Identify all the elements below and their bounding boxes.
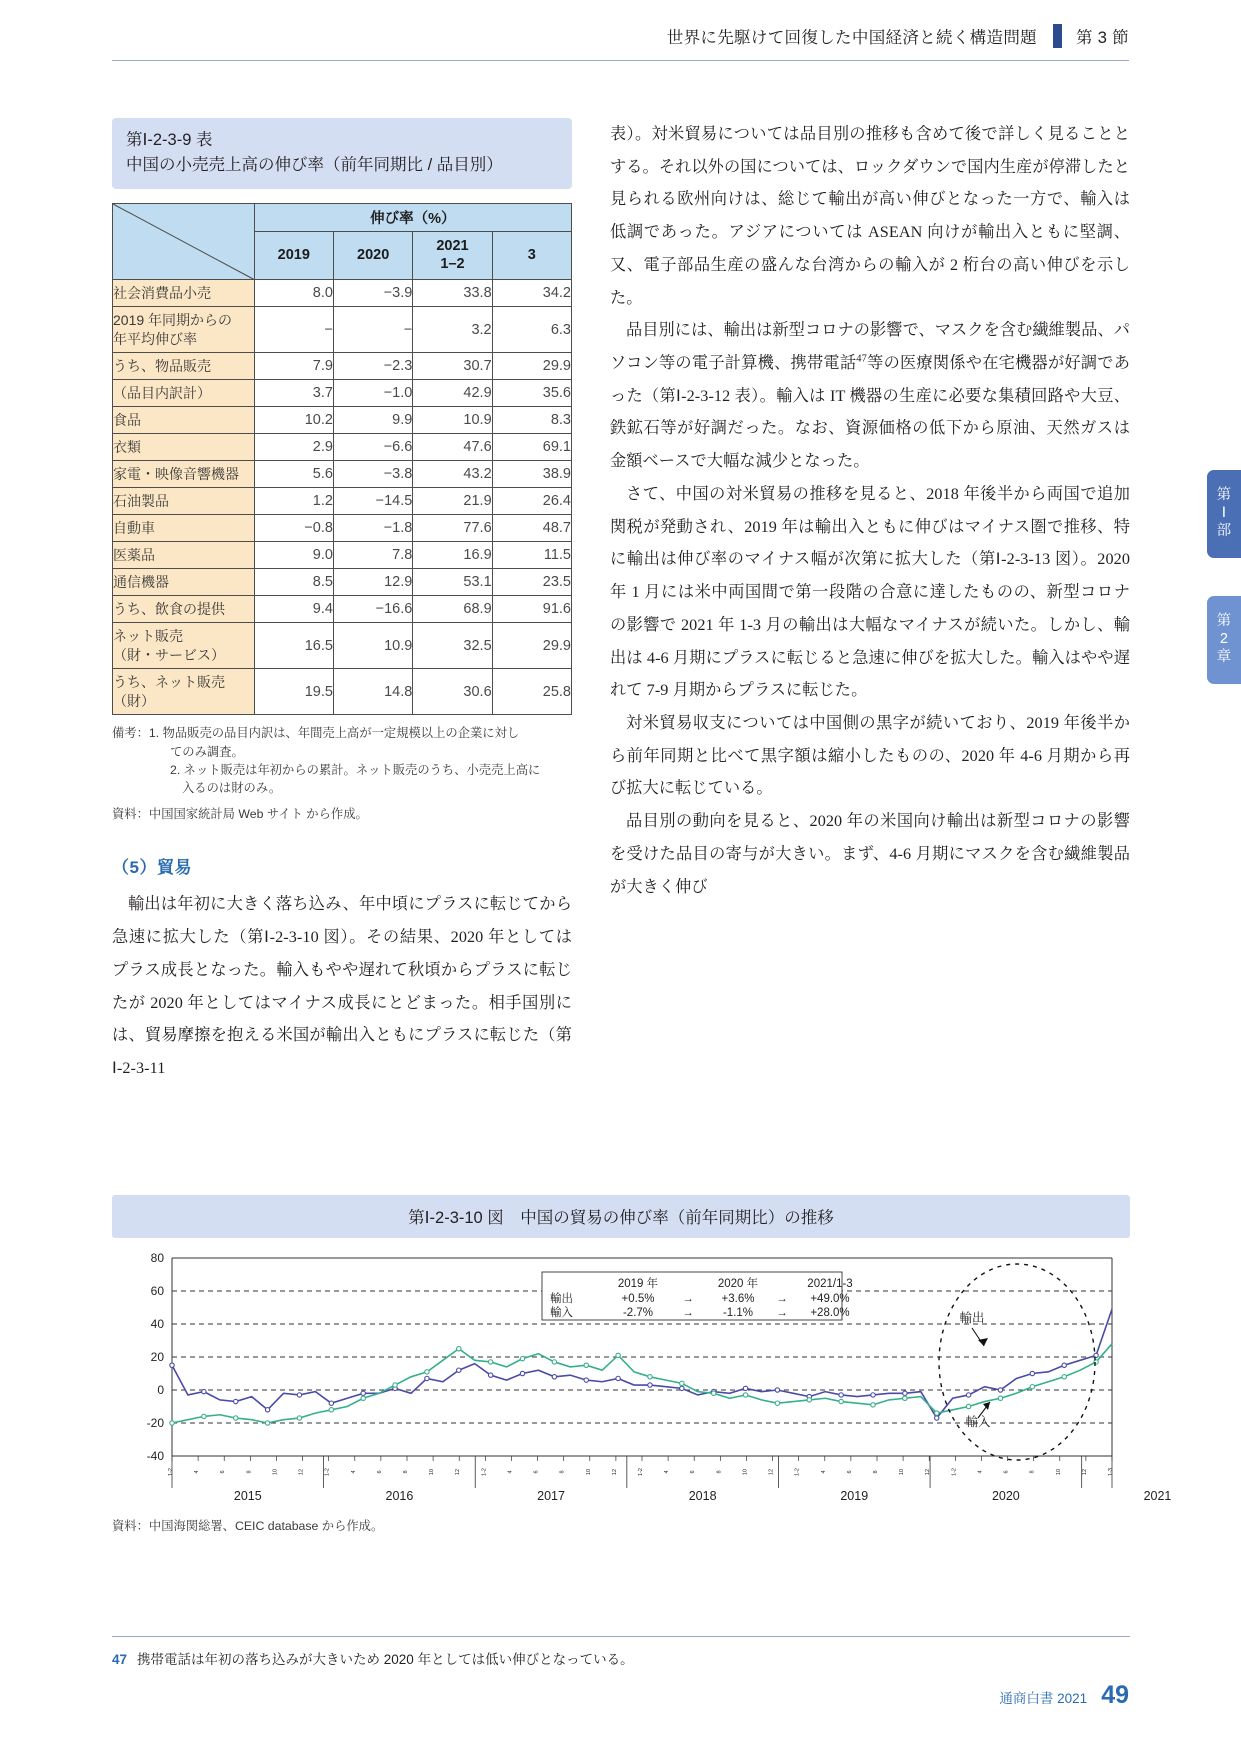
header-accent-bar	[1053, 24, 1062, 48]
table-cell: 9.9	[333, 407, 412, 434]
chart-data-point	[1062, 1363, 1066, 1367]
table-cell: 29.9	[492, 353, 571, 380]
chart-x-month-label: 4	[820, 1470, 827, 1474]
legend-value-2019: +0.5%	[621, 1293, 655, 1305]
header-inner	[667, 24, 1129, 48]
table-cell: 2.9	[254, 434, 333, 461]
table-row	[113, 280, 572, 307]
chart-data-point	[329, 1408, 333, 1412]
table-cell: −1.8	[333, 515, 412, 542]
chart-annotation-import-arrow	[983, 1402, 990, 1410]
chart-annotation-import: 輸入	[965, 1415, 991, 1429]
chart-highlight-ellipse	[939, 1264, 1095, 1460]
legend-arrow-2: →	[776, 1293, 788, 1305]
chart-year-label: 2021	[1143, 1489, 1172, 1503]
chart-data-point	[170, 1421, 174, 1425]
table-source: 資料：中国国家統計局 Web サイト から作成。	[112, 806, 368, 821]
right-paragraph-2	[610, 314, 1130, 478]
table-cell: 68.9	[413, 596, 492, 623]
chart-data-point	[871, 1393, 875, 1397]
table-row	[113, 434, 572, 461]
chart-data-point	[616, 1353, 620, 1357]
table-cell: −16.6	[333, 596, 412, 623]
chart-x-month-label: 12	[611, 1468, 618, 1476]
table-row-label-line-2: （財・サービス）	[113, 646, 225, 663]
table-cell: 30.6	[413, 669, 492, 715]
table-row	[113, 407, 572, 434]
table-col-header-2019: 2019	[254, 232, 333, 280]
chart-data-point	[234, 1399, 238, 1403]
table-cell: 16.5	[254, 623, 333, 669]
table-cell: 42.9	[413, 380, 492, 407]
table-row	[113, 353, 572, 380]
header-chapter-title: 世界に先駆けて回復した中国経済と続く構造問題	[666, 29, 1037, 47]
section-5-title: 貿易	[157, 858, 193, 878]
chart-data-point	[265, 1408, 269, 1412]
chart-x-month-label: 6	[690, 1470, 697, 1474]
table-cell: 33.8	[413, 280, 492, 307]
chart-x-month-label: 6	[376, 1470, 383, 1474]
chart-data-point	[202, 1389, 206, 1393]
legend-value-2021: +28.0%	[810, 1307, 850, 1319]
side-tab-chapter-2-line-2: 章	[1216, 649, 1232, 666]
chart-year-label: 2017	[537, 1489, 565, 1503]
table-row	[113, 380, 572, 407]
table-corner-cell	[113, 204, 255, 280]
chart-x-month-label: 4	[664, 1470, 671, 1474]
header-section-label: 第 3 節	[1076, 29, 1129, 47]
chart-x-month-label: 4	[194, 1470, 201, 1474]
table-cell: 12.9	[333, 569, 412, 596]
chart-x-month-label: 10	[899, 1468, 906, 1476]
table-row-label: うち、物品販売	[113, 353, 255, 380]
table-cell: −3.9	[333, 280, 412, 307]
chart-x-month-label: 8	[873, 1470, 879, 1474]
table-row-label: 家電・映像音響機器	[113, 461, 255, 488]
table-cell: 48.7	[492, 515, 571, 542]
col-2021-year: 2021	[436, 238, 469, 255]
table-row	[113, 542, 572, 569]
chart-x-month-label: 10	[585, 1468, 592, 1476]
table-cell: 23.5	[492, 569, 571, 596]
table-cell: 9.4	[254, 596, 333, 623]
table-group-header: 伸び率（%）	[254, 204, 571, 232]
table-cell: 11.5	[492, 542, 571, 569]
table-row	[113, 488, 572, 515]
table-cell: 25.8	[492, 669, 571, 715]
table-cell: 38.9	[492, 461, 571, 488]
legend-value-2020: -1.1%	[722, 1307, 754, 1319]
legend-arrow-2: →	[776, 1307, 788, 1319]
table-notes	[112, 724, 572, 823]
chart-x-month-label: 10	[429, 1468, 436, 1476]
table-cell: 35.6	[492, 380, 571, 407]
table-row-label	[113, 307, 255, 353]
chart-data-point	[743, 1386, 747, 1390]
legend-header-2019: 2019 年	[617, 1278, 659, 1290]
chart-data-point	[520, 1356, 524, 1360]
chart-data-point	[425, 1376, 429, 1380]
table-cell: 7.8	[333, 542, 412, 569]
table-cell: 69.1	[492, 434, 571, 461]
chart-x-month-label: 1-2	[324, 1468, 331, 1476]
chart-x-month-label: 6	[1003, 1470, 1010, 1474]
table-row-label: うち、飲食の提供	[113, 596, 255, 623]
table-row-label: （品目内訳計）	[113, 380, 255, 407]
table-row-label: 衣類	[113, 434, 255, 461]
table-cell: 21.9	[413, 488, 492, 515]
chart-data-point	[457, 1368, 461, 1372]
chart-data-point	[648, 1383, 652, 1387]
figure-block	[112, 1195, 1172, 1534]
table-row-label-line-1: 2019 年同期からの	[113, 312, 233, 329]
chart-data-point	[297, 1416, 301, 1420]
legend-value-2020: +3.6%	[721, 1293, 755, 1305]
chart-data-point	[1030, 1385, 1034, 1389]
table-row-label	[113, 623, 255, 669]
side-tab-chapter-2-line-1: 2	[1219, 631, 1229, 648]
chart-data-point	[935, 1416, 939, 1420]
chart-data-point	[998, 1388, 1002, 1392]
chart-x-month-label: 8	[246, 1470, 253, 1474]
table-row	[113, 461, 572, 488]
legend-row-name: 輸入	[550, 1307, 573, 1319]
chart-x-month-label: 4	[977, 1470, 984, 1474]
legend-value-2019: -2.7%	[622, 1307, 654, 1319]
table-cell: 3.2	[413, 307, 492, 353]
table-row-label-line-1: うち、ネット販売	[113, 674, 225, 691]
chart-y-tick-label: -40	[146, 1449, 164, 1463]
chart-x-month-label: 1-3	[1108, 1468, 1114, 1476]
chart-data-point	[711, 1391, 715, 1395]
chart-data-point	[680, 1386, 684, 1390]
chart-data-point	[552, 1375, 556, 1379]
right-paragraph-3: さて、中国の対米貿易の推移を見ると、2018 年後半から両国で追加関税が発動され、2019 年は輸出入ともに伸びはマイナス圏で推移、特に輸出は伸び率のマイナス幅が次第に拡大した（第Ⅰ-2-3-13 図）。2020 年 1 月には米中両国間で第一段階の合意に達したものの、新型コロナの影響で 2021 年 1-3 月の輸出は大幅なマイナスが続いた。しかし、輸出は 4-6 月期にプラスに転じると急速に伸びを拡大した。輸入はやや遅れて 7-9 月期からプラスに転じた。	[610, 484, 1130, 700]
chart-data-point	[457, 1347, 461, 1351]
table-cell: 34.2	[492, 280, 571, 307]
right-paragraph-1: 表）。対米貿易については品目別の推移も含めて後で詳しく見ることとする。それ以外の国については、ロックダウンで国内生産が停滞したと見られる欧州向けは、総じて輸出が高い伸びとなった一方で、輸入は低調であった。アジアについては ASEAN 向けが輸出入ともに堅調、又、電子部品生産の盛んな台湾からの輸入が 2 桁台の高い伸びを示した。	[610, 125, 1130, 307]
table-cell: −1.0	[333, 380, 412, 407]
table-row-label: 食品	[113, 407, 255, 434]
chart-x-month-label: 12	[768, 1468, 775, 1476]
chart-data-point	[807, 1398, 811, 1402]
table-cell: 8.5	[254, 569, 333, 596]
table-cell: 19.5	[254, 669, 333, 715]
chart-y-tick-label: 0	[157, 1383, 164, 1397]
chart-x-month-label: 8	[559, 1470, 566, 1474]
chart-x-month-label: 6	[220, 1470, 227, 1474]
table-row-label-line-2: （財）	[113, 692, 155, 709]
chart-x-month-label: 10	[742, 1468, 749, 1476]
chart-x-month-label: 12	[298, 1468, 305, 1476]
right-paragraph-2-a: 品目別には、輸出は新型コロナの影響で、マスクを含む繊維製品、パソコン等の電子計算機、携帯電話	[610, 321, 1130, 373]
chart-data-point	[297, 1393, 301, 1397]
chart-data-point	[488, 1373, 492, 1377]
chart-data-point	[871, 1403, 875, 1407]
table-row-label: 自動車	[113, 515, 255, 542]
table-cell: −3.8	[333, 461, 412, 488]
table-cell: 10.9	[413, 407, 492, 434]
chart-x-month-label: 12	[455, 1468, 462, 1476]
chart-year-label: 2020	[991, 1489, 1020, 1503]
chart-data-point	[552, 1360, 556, 1364]
table-body	[113, 280, 572, 715]
legend-arrow-1: →	[682, 1307, 694, 1319]
table-note-1: 備考：1. 物品販売の品目内訳は、年間売上高が一定規模以上の企業に対し	[112, 726, 520, 741]
chart-data-point	[584, 1378, 588, 1382]
table-row	[113, 623, 572, 669]
chart-data-point	[202, 1414, 206, 1418]
page-footer	[999, 1681, 1129, 1710]
figure-source: 資料：中国海関総署、CEIC database から作成。	[112, 1519, 384, 1533]
table-cell: −14.5	[333, 488, 412, 515]
chart-data-point	[616, 1376, 620, 1380]
chart-x-month-label: 12	[925, 1468, 932, 1476]
table-row	[113, 307, 572, 353]
table-cell: −0.8	[254, 515, 333, 542]
table-cell: 77.6	[413, 515, 492, 542]
table-caption-title: 中国の小売売上高の伸び率（前年同期比 / 品目別）	[126, 156, 503, 175]
side-tab-part-1-line-2: 部	[1216, 523, 1232, 540]
table-cell: 91.6	[492, 596, 571, 623]
table-note-2-cont: 入るのは財のみ。	[182, 781, 282, 796]
table-cell: 32.5	[413, 623, 492, 669]
chart-x-month-label: 6	[846, 1470, 853, 1474]
table-cell: 26.4	[492, 488, 571, 515]
table-cell: 7.9	[254, 353, 333, 380]
chart-y-tick-label: 40	[150, 1317, 164, 1331]
chart-data-point	[648, 1375, 652, 1379]
table-row	[113, 515, 572, 542]
chart-x-month-label: 1-2	[794, 1468, 801, 1476]
right-column	[610, 118, 1130, 903]
chart-data-point	[775, 1388, 779, 1392]
table-cell: 53.1	[413, 569, 492, 596]
chart-year-label: 2018	[688, 1489, 717, 1503]
table-caption	[112, 118, 572, 189]
table-row-label	[113, 669, 255, 715]
chart-x-month-label: 8	[716, 1470, 723, 1474]
chart-data-point	[393, 1383, 397, 1387]
chart-data-point	[839, 1399, 843, 1403]
chart-data-point	[775, 1401, 779, 1405]
chart-x-month-label: 4	[350, 1470, 357, 1474]
table-cell: 9.0	[254, 542, 333, 569]
legend-header-2020: 2020 年	[717, 1278, 759, 1290]
table-row-label: 社会消費品小売	[113, 280, 255, 307]
table-row-label: 石油製品	[113, 488, 255, 515]
table-caption-number: 第Ⅰ-2-3-9 表	[126, 131, 213, 149]
table-col-header-2020: 2020	[333, 232, 412, 280]
chart-data-point	[329, 1401, 333, 1405]
figure-caption: 第Ⅰ-2-3-10 図 中国の貿易の伸び率（前年同期比）の推移	[112, 1195, 1130, 1238]
chart-data-point	[361, 1396, 365, 1400]
chart-data-point	[903, 1391, 907, 1395]
chart-x-month-label: 1-2	[638, 1468, 644, 1476]
table-cell: 8.3	[492, 407, 571, 434]
right-paragraph-2-b: 等の医療関係や在宅機器が好調であった（第Ⅰ-2-3-12 表）。輸入は IT 機器の生産に必要な集積回路や大豆、鉄鉱石等が好調だった。なお、資源価格の低下から原油、天然ガスは金額ベースで大幅な減少となった。	[610, 354, 1130, 471]
chart-y-tick-label: 20	[150, 1350, 164, 1364]
chart-year-label: 2016	[385, 1489, 414, 1503]
chart-data-point	[743, 1393, 747, 1397]
chart-data-point	[265, 1421, 269, 1425]
side-tab-chapter-2-line-0: 第	[1216, 613, 1232, 629]
legend-value-2021: +49.0%	[810, 1293, 850, 1305]
table-note-1-cont: てのみ調査。	[170, 744, 244, 759]
chart-x-month-label: 1-2	[168, 1468, 174, 1476]
chart-data-point	[170, 1363, 174, 1367]
chart-x-month-label: 8	[403, 1470, 409, 1474]
table-cell: −2.3	[333, 353, 412, 380]
chart-y-tick-label: 60	[150, 1284, 164, 1298]
chart-data-point	[1030, 1371, 1034, 1375]
chart-data-point	[903, 1396, 907, 1400]
chart-x-month-label: 1-2	[951, 1468, 958, 1476]
footnote-text: 携帯電話は年初の落ち込みが大きいため 2020 年としては低い伸びとなっている。	[137, 1652, 634, 1667]
page-footnote	[112, 1648, 1130, 1668]
chart-y-tick-label: 80	[150, 1251, 164, 1265]
side-tab-part-1-line-1: Ⅰ	[1221, 505, 1227, 522]
chart-series-line	[172, 1344, 1112, 1423]
side-tab-part-1	[1207, 470, 1241, 558]
table-cell: 5.6	[254, 461, 333, 488]
chart-x-month-label: 10	[272, 1468, 279, 1476]
chart-x-month-label: 12	[1081, 1468, 1088, 1476]
table-col-header-2021-jan-feb	[413, 232, 492, 280]
table-cell: 30.7	[413, 353, 492, 380]
chart-data-point	[935, 1411, 939, 1415]
col-2021-months: 1–2	[440, 255, 465, 272]
chart-data-point	[425, 1370, 429, 1374]
chart-data-point	[998, 1396, 1002, 1400]
table-row-label: 医薬品	[113, 542, 255, 569]
legend-row-name: 輸出	[550, 1293, 573, 1305]
trade-growth-chart	[112, 1250, 1172, 1510]
chart-data-point	[361, 1391, 365, 1395]
chart-x-month-label: 4	[507, 1470, 514, 1474]
table-cell: 1.2	[254, 488, 333, 515]
side-tab-chapter-2	[1207, 596, 1241, 684]
chart-svg	[112, 1250, 1172, 1510]
table-cell: 10.9	[333, 623, 412, 669]
left-column	[112, 118, 572, 1085]
retail-growth-table	[112, 203, 572, 715]
table-cell: 16.9	[413, 542, 492, 569]
chart-data-point	[584, 1363, 588, 1367]
table-row-label-line-1: ネット販売	[113, 628, 183, 645]
chart-x-month-label: 1-2	[481, 1468, 488, 1476]
chart-series-line	[172, 1309, 1112, 1418]
section-5-paragraph-1: 輸出は年初に大きく落ち込み、年中頃にプラスに転じてから急速に拡大した（第Ⅰ-2-3-10 図）。その結果、2020 年としてはプラス成長となった。輸入もやや遅れて秋頃からプラスに転じたが 2020 年としてはマイナス成長にとどまった。相手国別には、貿易摩擦を抱える米国が輸出入ともにプラスに転じた（第Ⅰ-2-3-11	[112, 895, 572, 1077]
chart-data-point	[520, 1371, 524, 1375]
table-note-2: 2. ネット販売は年初からの累計。ネット販売のうち、小売売上高に	[170, 763, 541, 778]
chart-x-month-label: 8	[1029, 1470, 1036, 1474]
right-paragraph-5: 品目別の動向を見ると、2020 年の米国向け輸出は新型コロナの影響を受けた品目の寄与が大きい。まず、4-6 月期にマスクを含む繊維製品が大きく伸び	[610, 812, 1130, 896]
legend-arrow-1: →	[682, 1293, 694, 1305]
chart-annotation-export: 輸出	[959, 1311, 985, 1325]
chart-x-month-label: 6	[533, 1470, 540, 1474]
chart-data-point	[966, 1393, 970, 1397]
table-cell: 43.2	[413, 461, 492, 488]
table-cell: −6.6	[333, 434, 412, 461]
legend-header-2021: 2021/1-3	[807, 1278, 853, 1290]
section-5-heading	[112, 853, 572, 878]
page-number: 49	[1101, 1681, 1129, 1709]
table-cell: −	[254, 307, 333, 353]
header-divider	[112, 60, 1129, 61]
table-cell: 14.8	[333, 669, 412, 715]
chart-data-point	[1094, 1353, 1098, 1357]
chart-year-label: 2015	[233, 1489, 262, 1503]
page-header	[0, 0, 1241, 62]
footnote-number: 47	[112, 1652, 128, 1667]
table-cell: 8.0	[254, 280, 333, 307]
table-cell: 3.7	[254, 380, 333, 407]
chart-data-point	[839, 1393, 843, 1397]
table-row	[113, 596, 572, 623]
chart-data-point	[488, 1360, 492, 1364]
right-paragraph-4: 対米貿易収支については中国側の黒字が続いており、2019 年後半から前年同期と比べて黒字額は縮小したものの、2020 年 4-6 月期から再び拡大に転じている。	[610, 713, 1130, 798]
book-title: 通商白書 2021	[999, 1691, 1088, 1706]
table-row-label: 通信機器	[113, 569, 255, 596]
side-tab-part-1-line-0: 第	[1216, 487, 1232, 503]
table-col-header-march: 3	[492, 232, 571, 280]
chart-data-point	[966, 1404, 970, 1408]
chart-year-label: 2019	[840, 1489, 869, 1503]
chart-data-point	[1062, 1375, 1066, 1379]
table-row	[113, 669, 572, 715]
chart-data-point	[680, 1381, 684, 1385]
table-cell: 47.6	[413, 434, 492, 461]
section-5-number: （5）	[112, 858, 157, 878]
table-row-label-line-2: 年平均伸び率	[113, 330, 197, 347]
table-row	[113, 569, 572, 596]
table-cell: −	[333, 307, 412, 353]
footnote-marker-47: 47	[856, 353, 867, 365]
chart-x-month-label: 10	[1055, 1468, 1062, 1476]
table-cell: 10.2	[254, 407, 333, 434]
chart-y-tick-label: -20	[146, 1416, 164, 1430]
table-cell: 29.9	[492, 623, 571, 669]
chart-data-point	[234, 1416, 238, 1420]
footnote-divider	[112, 1636, 1130, 1637]
diagonal-divider-icon	[113, 204, 255, 280]
table-cell: 6.3	[492, 307, 571, 353]
